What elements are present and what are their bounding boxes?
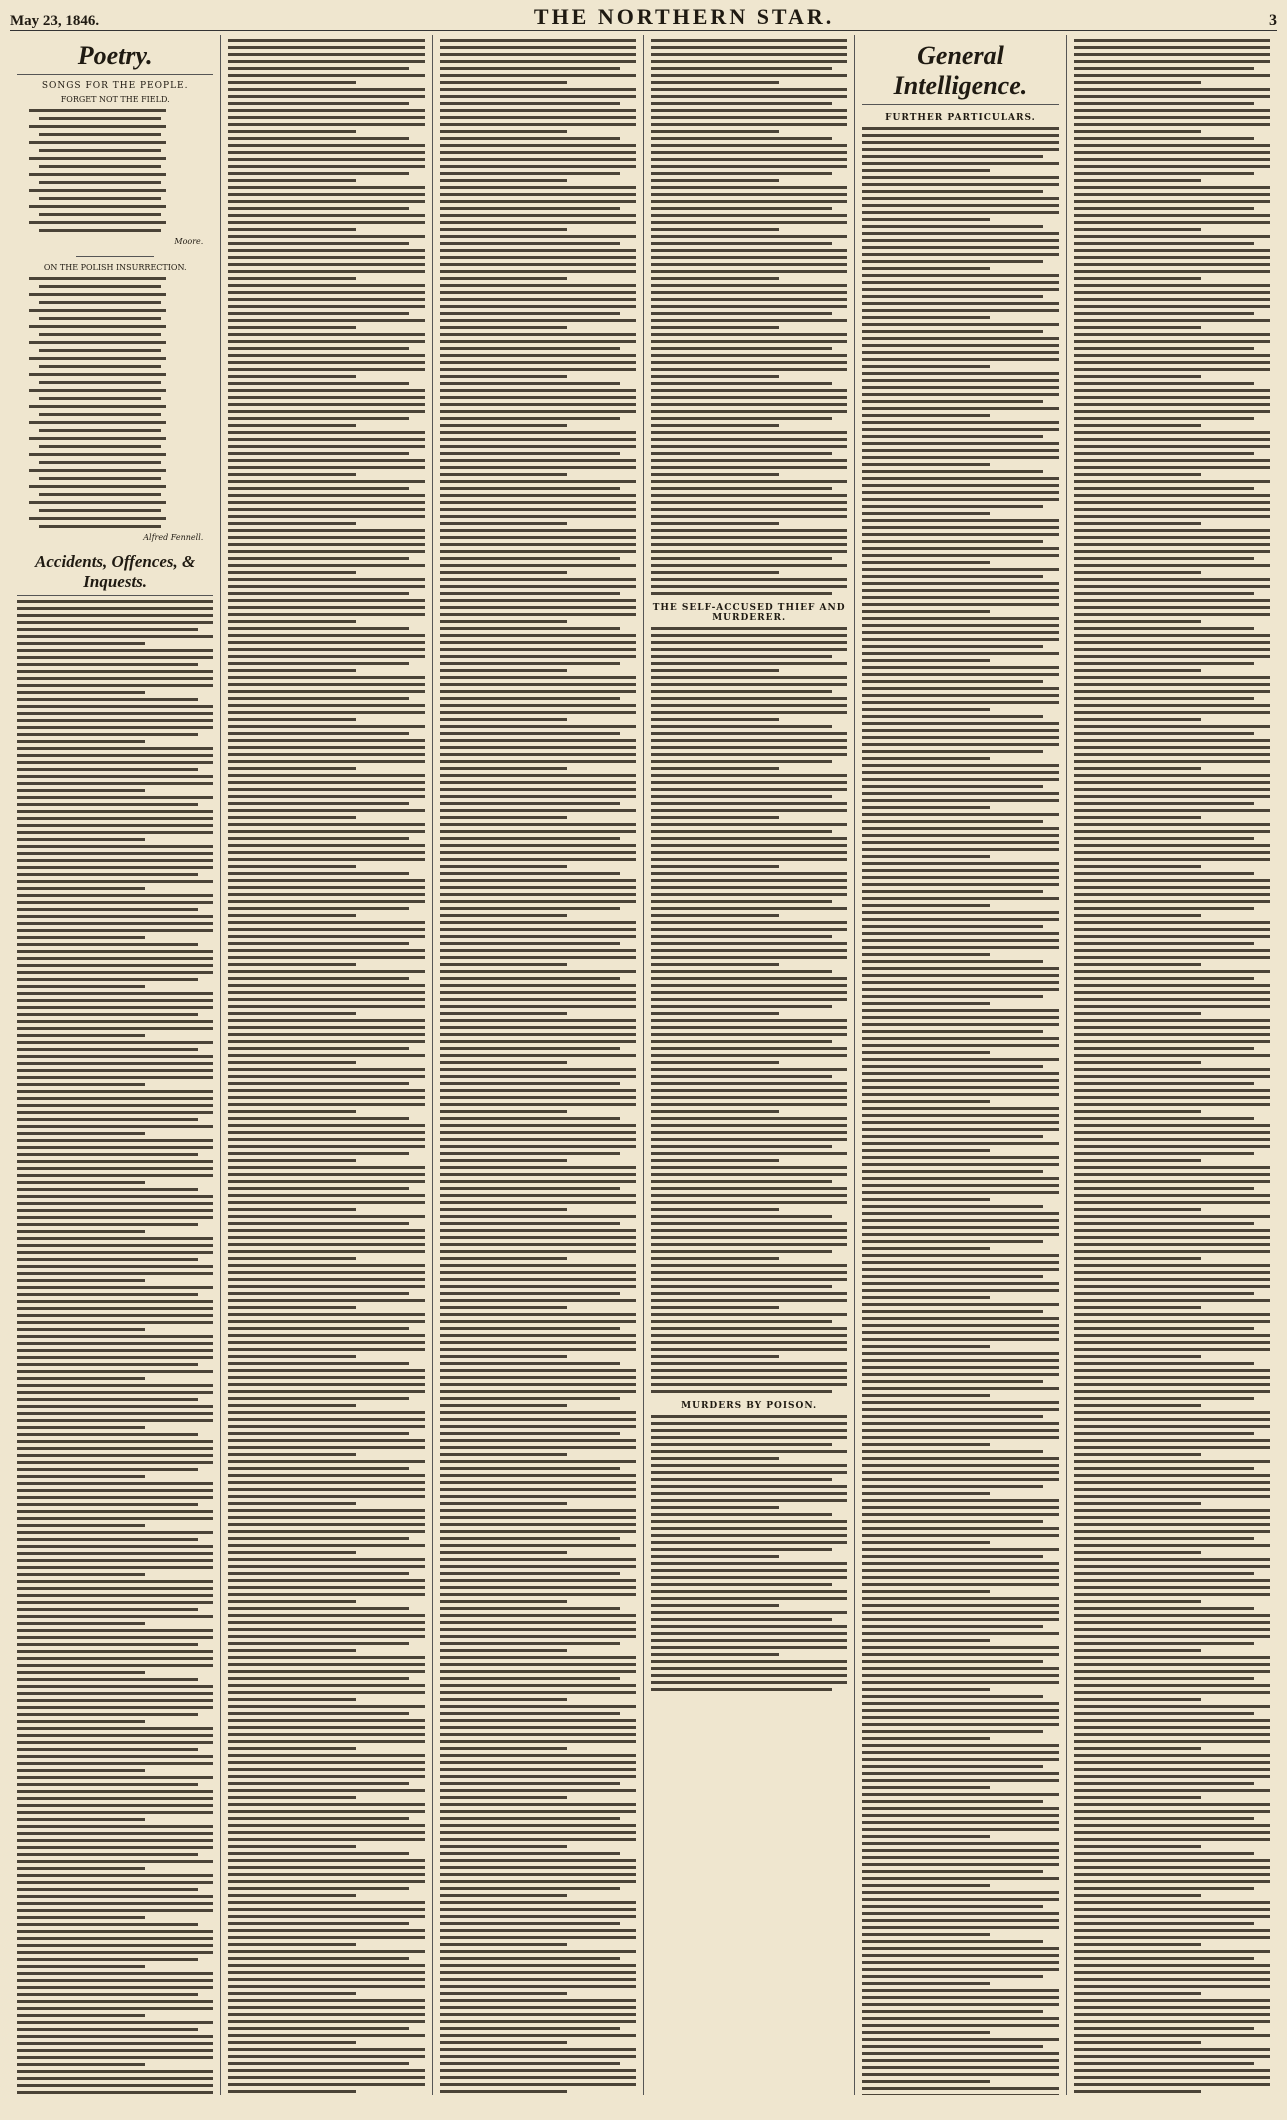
column-2 <box>221 35 432 2095</box>
intelligence-heading: General Intelligence. <box>862 41 1058 105</box>
poem-title: ON THE POLISH INSURRECTION. <box>43 263 187 272</box>
newspaper-page <box>10 4 1277 2104</box>
poem-series-title: SONGS FOR THE PEOPLE. <box>41 81 189 91</box>
article-heading: FURTHER PARTICULARS. <box>885 113 1036 123</box>
article-text <box>17 600 213 2095</box>
poem-author: Moore. <box>174 237 204 246</box>
accidents-heading: Accidents, Offences, & Inquests. <box>17 552 213 596</box>
column-4 <box>644 35 855 2095</box>
paper-title: THE NORTHERN STAR. <box>533 4 835 29</box>
article-text <box>1074 39 1270 2095</box>
page-number: 3 <box>1268 12 1277 29</box>
article-text <box>651 627 847 1393</box>
poem-text <box>17 277 213 528</box>
article-heading: MURDERS BY POISON. <box>681 1401 818 1411</box>
poem-title: FORGET NOT THE FIELD. <box>60 95 170 104</box>
column-5 <box>855 35 1066 2095</box>
poem-text <box>17 109 213 232</box>
masthead <box>10 4 1277 31</box>
divider <box>76 256 155 257</box>
article-text <box>440 39 636 2095</box>
article-text <box>862 127 1058 2095</box>
article-text <box>651 1415 847 1691</box>
column-1 <box>10 35 221 2095</box>
poetry-heading: Poetry. <box>17 41 213 75</box>
columns <box>10 35 1277 2095</box>
column-3 <box>433 35 644 2095</box>
issue-date: May 23, 1846. <box>10 13 100 29</box>
article-text <box>651 39 847 595</box>
column-6 <box>1067 35 1277 2095</box>
article-text <box>228 39 424 2095</box>
poem-author: Alfred Fennell. <box>143 533 204 542</box>
article-heading: THE SELF-ACCUSED THIEF AND MURDERER. <box>652 603 846 623</box>
